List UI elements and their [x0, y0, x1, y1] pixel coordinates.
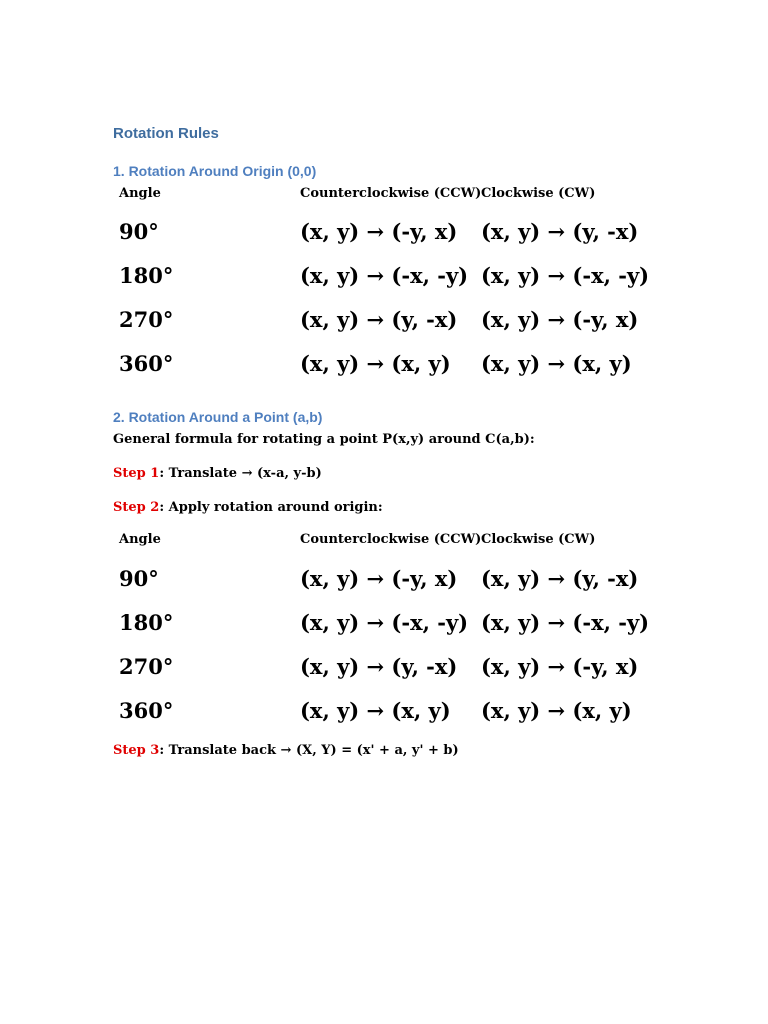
cw-cell: (x, y) → (-x, -y): [481, 610, 650, 635]
step-1-text: : Translate → (x-a, y-b): [159, 466, 322, 481]
general-formula-text: General formula for rotating a point P(x,y) around C(a,b):: [113, 432, 535, 447]
step-3-line: [113, 743, 459, 758]
ccw-cell: (x, y) → (-y, x): [300, 219, 458, 244]
step-3-label: Step 3: [113, 743, 160, 758]
header-angle: Angle: [119, 186, 161, 201]
angle-cell: 270°: [119, 654, 174, 679]
step-1-line: [113, 466, 322, 481]
section-2-heading: 2. Rotation Around a Point (a,b): [113, 409, 323, 425]
cw-cell: (x, y) → (y, -x): [481, 219, 639, 244]
ccw-cell: (x, y) → (x, y): [300, 351, 451, 376]
section-1-heading: 1. Rotation Around Origin (0,0): [113, 163, 317, 179]
angle-cell: 180°: [119, 263, 174, 288]
ccw-cell: (x, y) → (-y, x): [300, 566, 458, 591]
cw-cell: (x, y) → (-y, x): [481, 307, 639, 332]
step-2-label: Step 2: [113, 500, 160, 515]
angle-cell: 90°: [119, 219, 159, 244]
angle-cell: 360°: [119, 698, 174, 723]
ccw-cell: (x, y) → (y, -x): [300, 307, 458, 332]
header-angle: Angle: [119, 532, 161, 547]
cw-cell: (x, y) → (-y, x): [481, 654, 639, 679]
ccw-cell: (x, y) → (y, -x): [300, 654, 458, 679]
ccw-cell: (x, y) → (-x, -y): [300, 610, 469, 635]
angle-cell: 180°: [119, 610, 174, 635]
step-2-line: [113, 500, 383, 515]
cw-cell: (x, y) → (x, y): [481, 351, 632, 376]
cw-cell: (x, y) → (-x, -y): [481, 263, 650, 288]
header-cw: Clockwise (CW): [481, 186, 596, 201]
angle-cell: 270°: [119, 307, 174, 332]
cw-cell: (x, y) → (y, -x): [481, 566, 639, 591]
header-cw: Clockwise (CW): [481, 532, 596, 547]
page-title: Rotation Rules: [113, 125, 219, 142]
ccw-cell: (x, y) → (x, y): [300, 698, 451, 723]
angle-cell: 90°: [119, 566, 159, 591]
cw-cell: (x, y) → (x, y): [481, 698, 632, 723]
header-ccw: Counterclockwise (CCW): [300, 186, 482, 201]
ccw-cell: (x, y) → (-x, -y): [300, 263, 469, 288]
angle-cell: 360°: [119, 351, 174, 376]
step-3-text: : Translate back → (X, Y) = (x' + a, y' + b): [159, 743, 459, 758]
step-1-label: Step 1: [113, 466, 160, 481]
header-ccw: Counterclockwise (CCW): [300, 532, 482, 547]
step-2-text: : Apply rotation around origin:: [159, 500, 383, 515]
